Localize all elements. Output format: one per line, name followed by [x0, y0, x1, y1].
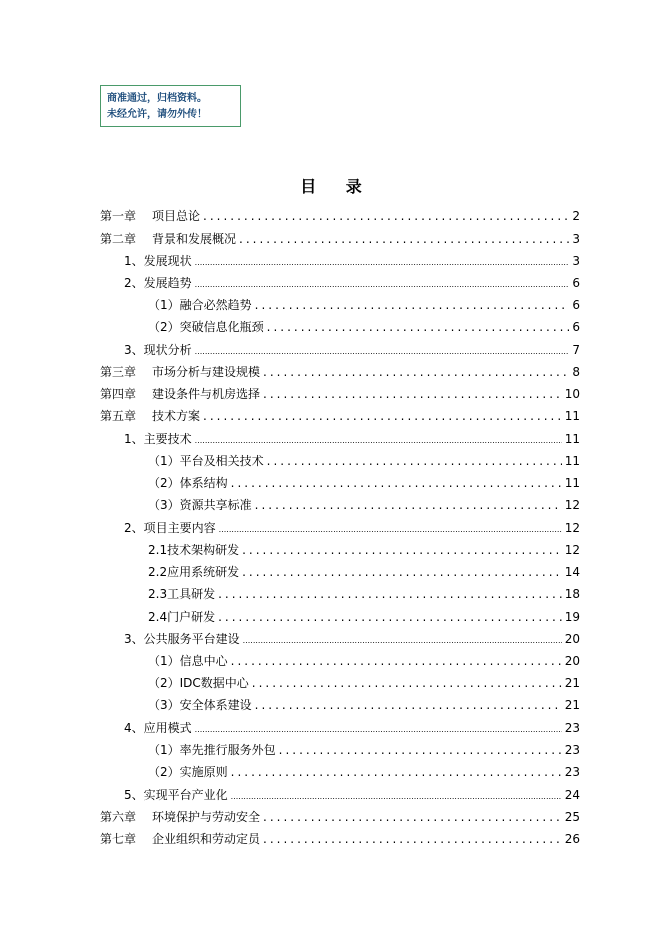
toc-entry-label: （3）资源共享标准: [148, 498, 252, 512]
leader-dots: [242, 543, 562, 557]
leader-dots: [195, 432, 562, 446]
toc-entry-label: （1）平台及相关技术: [148, 454, 264, 468]
leader-dots: [263, 810, 562, 824]
toc-entry-label: 2.3工具研发: [148, 587, 216, 601]
leader-dots: [218, 587, 562, 601]
toc-entry[interactable]: [148, 763, 580, 780]
toc-entry-label: （2）IDC数据中心: [148, 676, 249, 690]
toc-entry-label: 3、公共服务平台建设: [124, 632, 240, 646]
toc-entry-page: 14: [564, 565, 580, 579]
toc-entry-page: 12: [564, 543, 580, 557]
leader-dots: [267, 454, 562, 468]
leader-dots: [231, 765, 562, 779]
leader-dots: [203, 409, 562, 423]
toc-entry-label: 市场分析与建设规模: [152, 365, 261, 379]
toc-entry-page: 21: [564, 698, 580, 712]
leader-dots: [231, 788, 562, 802]
leader-dots: [242, 565, 562, 579]
confidential-stamp: [100, 85, 241, 127]
toc-entry[interactable]: [124, 786, 580, 803]
toc-entry-page: 3: [572, 254, 580, 268]
toc-entry[interactable]: [148, 318, 580, 335]
toc-entry[interactable]: 第七章 企业组织和劳动定员 ..... 26: [100, 830, 580, 847]
toc-entry[interactable]: [124, 341, 580, 358]
toc-entry-page: 8: [572, 365, 580, 379]
toc-entry-label: 2、项目主要内容: [124, 521, 216, 535]
leader-dots: [263, 365, 569, 379]
toc-entry-label: 企业组织和劳动定员: [152, 832, 261, 846]
toc-entry[interactable]: [124, 252, 580, 269]
leader-dots: [263, 387, 562, 401]
toc-entry[interactable]: 第三章 市场分析与建设规模 ..... 8: [100, 363, 580, 380]
toc-entry[interactable]: [148, 741, 580, 758]
leader-dots: [231, 476, 562, 490]
leader-dots: [263, 832, 562, 846]
toc-entry[interactable]: [148, 674, 580, 691]
stamp-line-1: 商准通过，归档资料。: [107, 93, 207, 104]
leader-dots: [255, 498, 562, 512]
toc-entry-page: 25: [564, 810, 580, 824]
toc-entry[interactable]: [148, 696, 580, 713]
leader-dots: [255, 298, 570, 312]
toc-entry-label: 背景和发展概况: [152, 232, 237, 246]
toc-entry[interactable]: [148, 585, 580, 602]
leader-dots: [219, 521, 562, 535]
leader-dots: [279, 743, 562, 757]
toc-entry[interactable]: [124, 274, 580, 291]
toc-entry-label: （1）率先推行服务外包: [148, 743, 276, 757]
toc-entry-label: 5、实现平台产业化: [124, 788, 228, 802]
toc-entry-page: 23: [564, 765, 580, 779]
toc-entry-page: 11: [564, 454, 580, 468]
leader-dots: [239, 232, 569, 246]
toc-entry-page: 23: [564, 721, 580, 735]
leader-dots: [195, 254, 570, 268]
toc-entry-page: 21: [564, 676, 580, 690]
toc-entry-page: 23: [564, 743, 580, 757]
toc-entry-label: 技术方案: [152, 409, 201, 423]
toc-entry-page: 24: [564, 788, 580, 802]
leader-dots: [252, 676, 562, 690]
toc-title: 目 录: [300, 177, 374, 196]
toc-entry-page: 11: [564, 432, 580, 446]
toc-entry-label: 1、发展现状: [124, 254, 192, 268]
toc-entry-label: 2.1技术架构研发: [148, 543, 240, 557]
leader-dots: [218, 610, 562, 624]
toc-entry-label: 建设条件与机房选择: [152, 387, 261, 401]
toc-entry[interactable]: 第五章 技术方案 ..... 11: [100, 407, 580, 424]
toc-entry-page: 6: [572, 320, 580, 334]
toc-entry-page: 26: [564, 832, 580, 846]
toc-entry-page: 12: [564, 521, 580, 535]
toc-entry-page: 20: [564, 632, 580, 646]
toc-entry[interactable]: [148, 541, 580, 558]
toc-entry-page: 12: [564, 498, 580, 512]
leader-dots: [255, 698, 562, 712]
toc-entry-label: （2）体系结构: [148, 476, 228, 490]
toc-entry-page: 20: [564, 654, 580, 668]
toc-entry-label: 3、现状分析: [124, 343, 192, 357]
leader-dots: [203, 209, 569, 223]
toc-entry[interactable]: [124, 630, 580, 647]
toc-entry-page: 7: [572, 343, 580, 357]
toc-entry-label: 2.2应用系统研发: [148, 565, 240, 579]
toc-entry[interactable]: 第六章 环境保护与劳动安全 ..... 25: [100, 808, 580, 825]
toc-entry-page: 11: [564, 409, 580, 423]
toc-entry[interactable]: 第二章 背景和发展概况 ..... 3: [100, 230, 580, 247]
leader-dots: [195, 276, 570, 290]
toc-entry[interactable]: [124, 519, 580, 536]
toc-entry-label: 2、发展趋势: [124, 276, 192, 290]
leader-dots: [195, 343, 570, 357]
toc-entry[interactable]: [148, 563, 580, 580]
toc-entry-label: （2）突破信息化瓶颈: [148, 320, 264, 334]
toc-entry-page: 10: [564, 387, 580, 401]
leader-dots: [267, 320, 570, 334]
toc-entry-label: （1）融合必然趋势: [148, 298, 252, 312]
toc-entry[interactable]: [148, 296, 580, 313]
toc-entry-page: 3: [572, 232, 580, 246]
toc-entry[interactable]: [148, 652, 580, 669]
leader-dots: [231, 654, 562, 668]
toc-entry-label: 项目总论: [152, 209, 201, 223]
toc-entry-label: （2）实施原则: [148, 765, 228, 779]
toc-entry[interactable]: [148, 608, 580, 625]
toc-entry-label: 2.4门户研发: [148, 610, 216, 624]
toc-entry-label: （3）安全体系建设: [148, 698, 252, 712]
toc-entry[interactable]: [148, 474, 580, 491]
toc-entry[interactable]: 第一章 项目总论 ..... 2: [100, 207, 580, 224]
toc-entry[interactable]: 第四章 建设条件与机房选择 ..... 10: [100, 385, 580, 402]
toc-entry[interactable]: [148, 496, 580, 513]
toc-entry-label: 4、应用模式: [124, 721, 192, 735]
stamp-line-2: 未经允许，请勿外传！: [107, 109, 207, 120]
toc-entry-page: 6: [572, 298, 580, 312]
toc-entry-label: 1、主要技术: [124, 432, 192, 446]
toc-entry-page: 19: [564, 610, 580, 624]
leader-dots: [243, 632, 562, 646]
toc-entry[interactable]: [148, 452, 580, 469]
toc-entry-page: 18: [564, 587, 580, 601]
leader-dots: [195, 721, 562, 735]
toc-entry-page: 6: [572, 276, 580, 290]
toc-entry-label: 环境保护与劳动安全: [152, 810, 261, 824]
toc-entry-label: （1）信息中心: [148, 654, 228, 668]
toc-entry[interactable]: [124, 719, 580, 736]
toc-entry-page: 2: [572, 209, 580, 223]
toc-entry-page: 11: [564, 476, 580, 490]
toc-entry[interactable]: [124, 430, 580, 447]
